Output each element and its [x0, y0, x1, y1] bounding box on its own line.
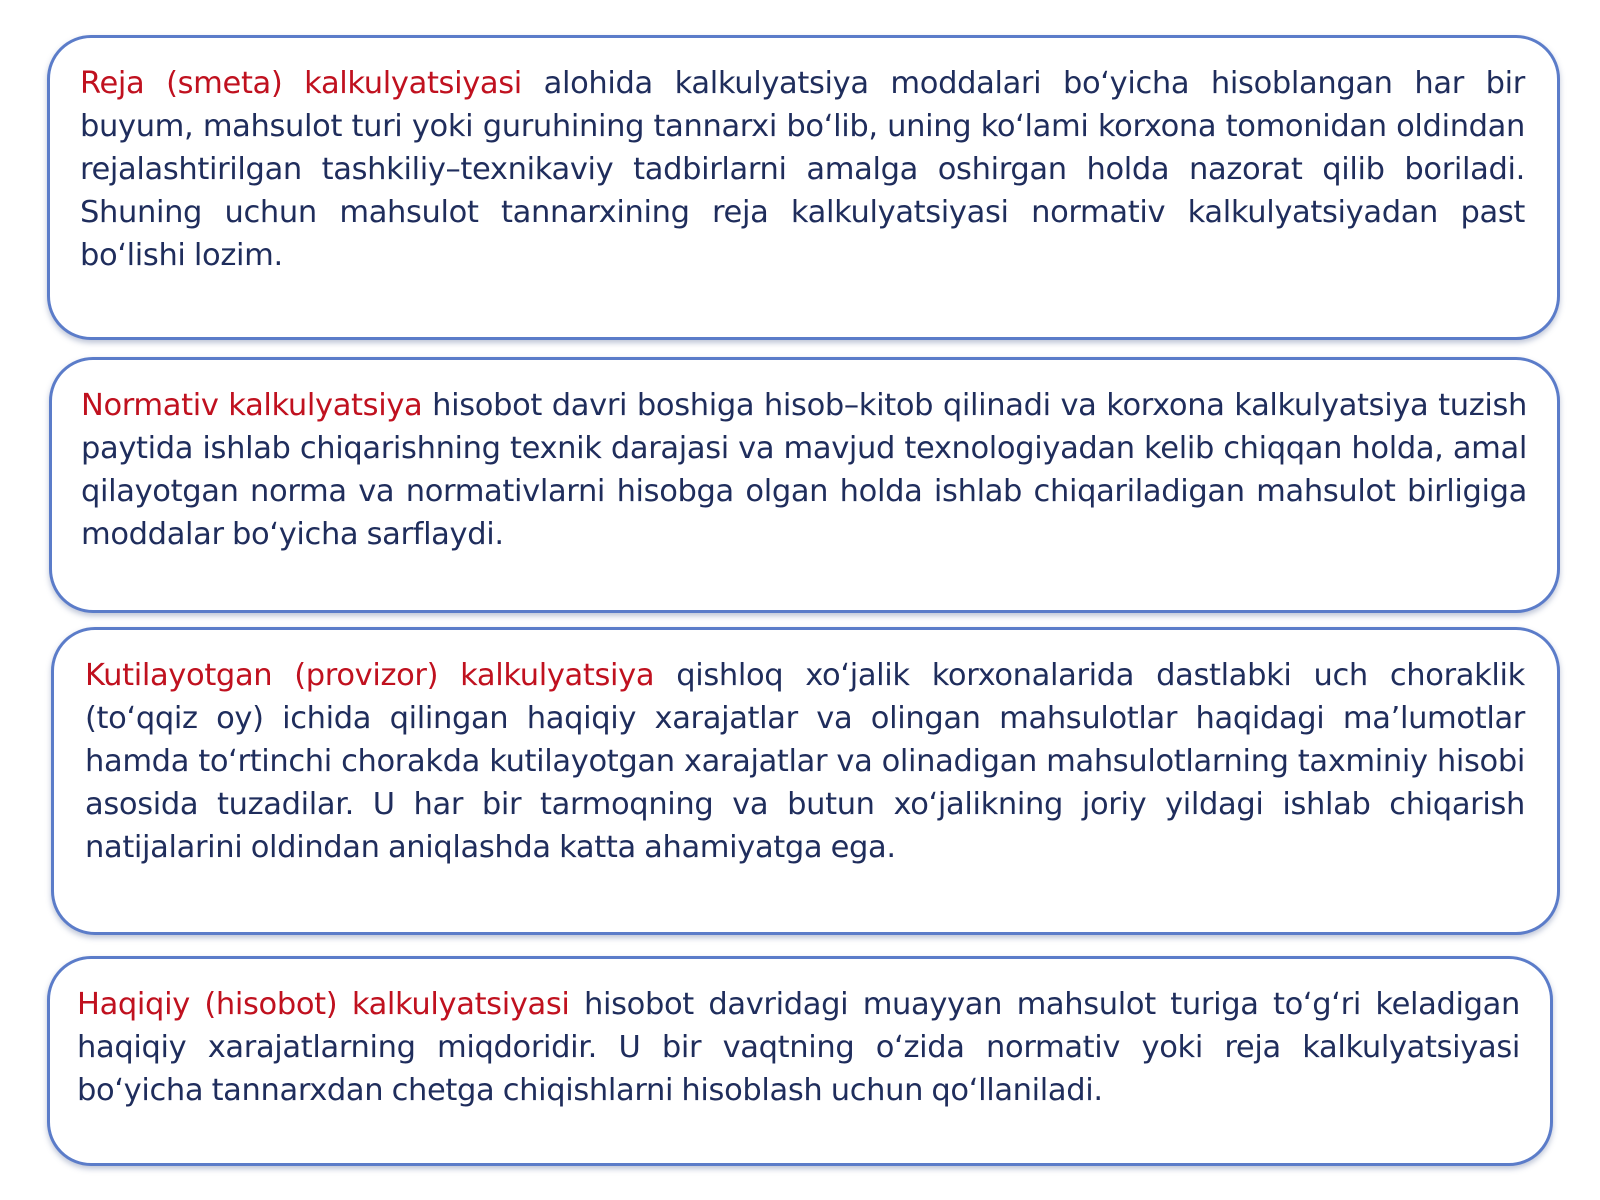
- definition-term: Kutilayotgan (provizor) kalkulyatsiya: [85, 658, 655, 693]
- definition-text: qishloq xo‘jalik korxonalarida dastlabki uch choraklik (to‘qqiz oy) ichida qilingan haqiqiy xarajatlar va olingan mahsulotlar haqidagi ma’lumotlar hamda to‘rtinchi chorakda kutilayotgan xarajatlar va olinadigan mahsulotlarning taxminiy hisobi asosida tuzadilar. U har bir tarmoqning va butun xo‘jalikning joriy yildagi ishlab chiqarish natijalarini oldindan aniqlashda katta ahamiyatga ega.: [85, 658, 1525, 865]
- definition-paragraph: [81, 384, 1527, 556]
- definition-text: alohida kalkulyatsiya moddalari bo‘yicha hisoblangan har bir buyum, mahsulot turi yoki guruhining tannarxi bo‘lib, uning ko‘lami korxona tomonidan oldindan rejalashtirilgan tashkiliy–texnikaviy tadbirlarni amalga oshirgan holda nazorat qilib boriladi. Shuning uchun mahsulot tannarxining reja kalkulyatsiyasi normativ kalkulyatsiyadan past bo‘lishi lozim.: [80, 66, 1525, 273]
- definition-box-expected-calculation: [51, 627, 1560, 935]
- definition-box-plan-calculation: [47, 35, 1560, 340]
- definition-term: Haqiqiy (hisobot) kalkulyatsiyasi: [77, 987, 570, 1022]
- definition-term: Normativ kalkulyatsiya: [81, 388, 423, 423]
- definition-paragraph: [80, 62, 1525, 277]
- definition-text: hisobot davridagi muayyan mahsulot turiga to‘g‘ri keladigan haqiqiy xarajatlarning miqdoridir. U bir vaqtning o‘zida normativ yoki reja kalkulyatsiyasi bo‘yicha tannarxdan chetga chiqishlarni hisoblash uchun qo‘llaniladi.: [77, 987, 1520, 1108]
- definition-paragraph: [77, 983, 1520, 1112]
- definition-box-actual-calculation: [47, 956, 1553, 1166]
- definition-text: hisobot davri boshiga hisob–kitob qilinadi va korxona kalkulyatsiya tuzish paytida ishlab chiqarishning texnik darajasi va mavjud texnologiyadan kelib chiqqan holda, amal qilayotgan norma va normativlarni hisobga olgan holda ishlab chiqariladigan mahsulot birligiga moddalar bo‘yicha sarflaydi.: [81, 388, 1528, 552]
- definition-term: Reja (smeta) kalkulyatsiyasi: [80, 66, 522, 101]
- definition-paragraph: [85, 654, 1525, 869]
- definition-box-normative-calculation: [49, 357, 1560, 613]
